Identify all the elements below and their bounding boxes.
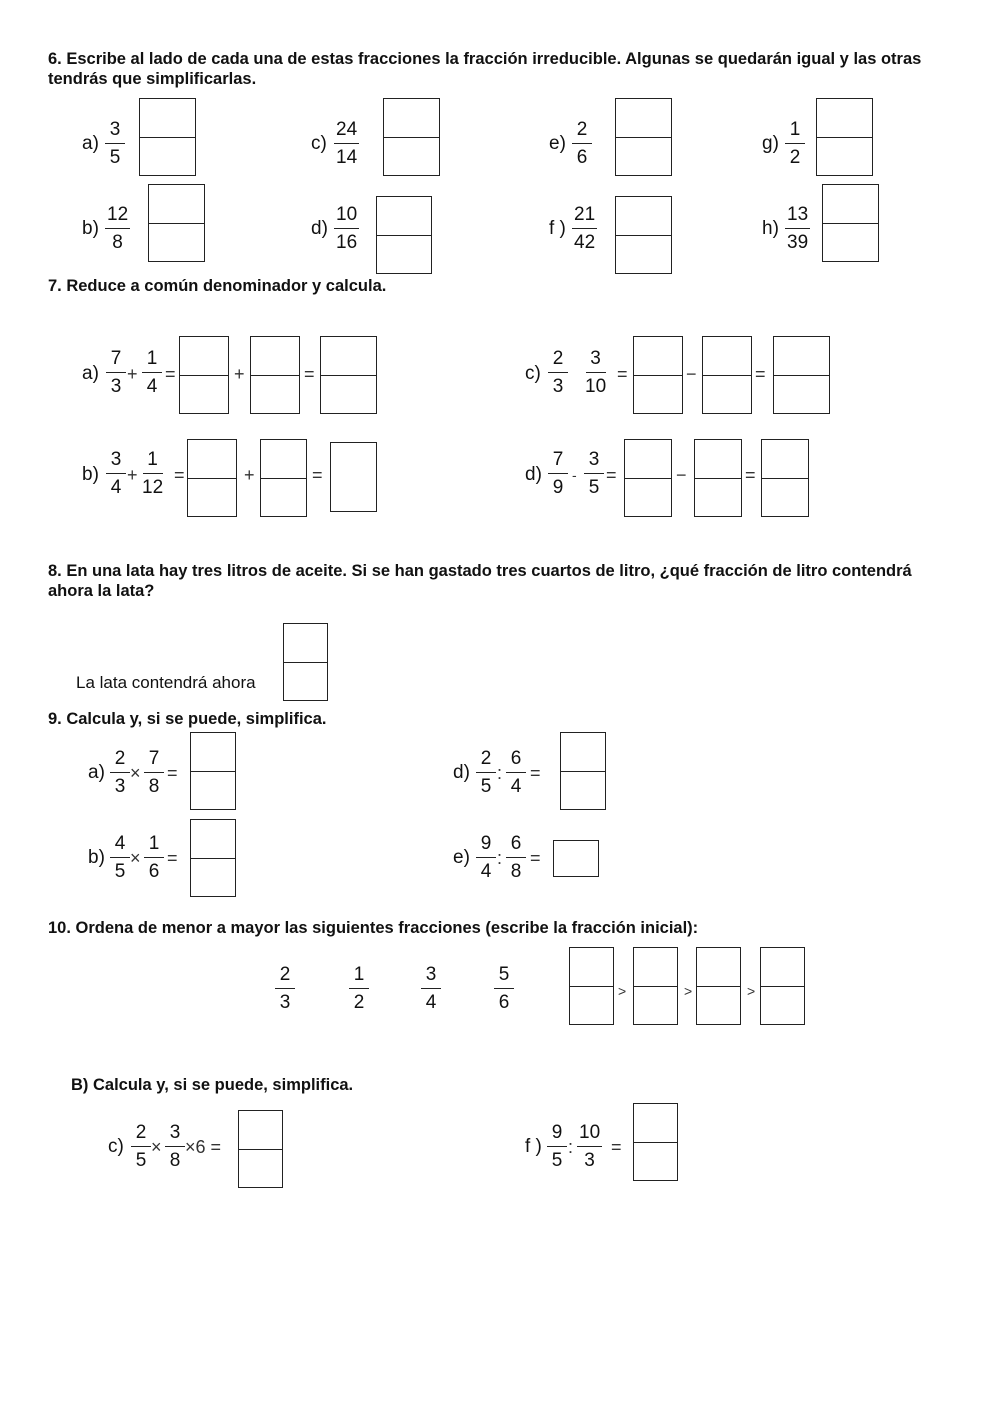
ex6-fraction-a [105, 119, 125, 169]
ex6-label-a: a) [82, 133, 99, 154]
numerator: 1 [144, 833, 164, 858]
ex7-label-c: c) [525, 363, 541, 384]
ex9-e-fraction-1 [476, 833, 496, 883]
ex9-d-equals: = [530, 763, 541, 783]
ex7-d-operator: - [572, 467, 577, 483]
ex7-d-box-3[interactable] [761, 439, 809, 517]
ex9-d-fraction-1 [476, 748, 496, 798]
ex9-d-answer-box[interactable] [560, 732, 606, 810]
denominator: 5 [551, 1150, 563, 1171]
ex7-b-box-2[interactable] [260, 439, 307, 517]
ex6-fraction-f [572, 204, 597, 254]
ex10-fraction-3 [421, 964, 441, 1014]
denominator: 3 [279, 992, 291, 1013]
denominator: 39 [787, 232, 809, 253]
exB-label-c: c) [108, 1136, 124, 1157]
denominator: 5 [135, 1150, 147, 1171]
denominator: 4 [110, 477, 122, 498]
numerator: 13 [785, 204, 810, 229]
ex9-e-fraction-2 [506, 833, 526, 883]
exB-c-operator: × [151, 1137, 162, 1157]
denominator: 8 [112, 232, 123, 253]
ex7-a-box-1[interactable] [179, 336, 229, 414]
ex7-b-operator: + [127, 465, 138, 485]
ex9-a-fraction-1 [110, 748, 130, 798]
exB-c-tail: ×6 = [185, 1137, 222, 1157]
numerator: 2 [110, 748, 130, 773]
ex7-b-fraction-2 [142, 449, 163, 499]
ex10-order-box-3[interactable] [696, 947, 741, 1025]
numerator: 4 [110, 833, 130, 858]
ex10-fraction-4 [494, 964, 514, 1014]
exercise-6-title: 6. Escribe al lado de cada una de estas fracciones la fracción irreducible. Algunas se quedarán igual y las otras tendrás que simplificarlas. [48, 50, 922, 88]
denominator: 16 [336, 232, 358, 253]
ex7-label-a: a) [82, 363, 99, 384]
ex7-a-equals: = [165, 364, 176, 384]
denominator: 10 [585, 376, 607, 397]
numerator: 2 [572, 119, 592, 144]
exercise-10-title: 10. Ordena de menor a mayor las siguientes fracciones (escribe la fracción inicial): [48, 919, 699, 937]
denominator: 6 [148, 861, 160, 882]
denominator: 4 [425, 992, 437, 1013]
ex7-b-box-1[interactable] [187, 439, 237, 517]
ex9-a-answer-box[interactable] [190, 732, 236, 810]
ex9-b-fraction-2 [144, 833, 164, 883]
ex7-a-box-2[interactable] [250, 336, 300, 414]
ex9-b-operator: × [130, 848, 141, 868]
numerator: 3 [105, 119, 125, 144]
ex7-c-equals: = [617, 364, 628, 384]
denominator: 12 [142, 477, 164, 498]
ex7-c-fraction-1 [548, 348, 568, 398]
ex10-greater-symbol-3: > [747, 983, 756, 999]
numerator: 2 [548, 348, 568, 373]
ex9-b-equals: = [167, 848, 178, 868]
denominator: 5 [109, 147, 121, 168]
numerator: 2 [131, 1122, 151, 1147]
ex6-answer-box-a[interactable] [139, 98, 196, 176]
denominator: 8 [169, 1150, 181, 1171]
ex7-a-fraction-2 [142, 348, 162, 398]
ex6-answer-box-d[interactable] [376, 196, 432, 274]
ex6-label-d: d) [311, 218, 328, 239]
denominator: 4 [480, 861, 492, 882]
denominator: 3 [110, 376, 122, 397]
denominator: 6 [576, 147, 588, 168]
numerator: 2 [275, 964, 295, 989]
numerator: 1 [349, 964, 369, 989]
exB-f-fraction-1 [547, 1122, 567, 1172]
ex10-order-box-2[interactable] [633, 947, 678, 1025]
ex6-label-c: c) [311, 133, 327, 154]
ex7-c-box-3[interactable] [773, 336, 830, 414]
numerator: 1 [785, 119, 805, 144]
ex10-fraction-2 [349, 964, 369, 1014]
ex7-b-equals: = [174, 465, 185, 485]
ex7-d-fraction-1 [548, 449, 568, 499]
exercise-7-title: 7. Reduce a común denominador y calcula. [48, 277, 387, 295]
ex6-fraction-g [785, 119, 805, 169]
ex7-c-fraction-2 [585, 348, 606, 398]
ex7-c-mid-operator: − [686, 364, 697, 384]
exB-f-operator: : [568, 1137, 574, 1157]
denominator: 3 [584, 1150, 595, 1171]
denominator: 5 [114, 861, 126, 882]
exB-f-answer-box[interactable] [633, 1103, 678, 1181]
ex9-a-operator: × [130, 763, 141, 783]
ex6-label-b: b) [82, 218, 99, 239]
ex6-label-f: f ) [549, 218, 566, 239]
numerator: 7 [106, 348, 126, 373]
exB-f-fraction-2 [577, 1122, 602, 1172]
denominator: 2 [353, 992, 365, 1013]
numerator: 3 [586, 348, 606, 373]
ex10-order-box-1[interactable] [569, 947, 614, 1025]
denominator: 5 [480, 776, 492, 797]
exB-c-answer-box[interactable] [238, 1110, 283, 1188]
numerator: 9 [547, 1122, 567, 1147]
numerator: 24 [334, 119, 359, 144]
ex9-label-a: a) [88, 762, 105, 783]
ex9-label-d: d) [453, 762, 470, 783]
ex9-b-answer-box[interactable] [190, 819, 236, 897]
ex6-label-g: g) [762, 133, 779, 154]
ex6-answer-box-e[interactable] [615, 98, 672, 176]
ex7-a-operator: + [127, 364, 138, 384]
numerator: 3 [584, 449, 604, 474]
exercise-9-title: 9. Calcula y, si se puede, simplifica. [48, 710, 327, 728]
ex7-a-fraction-1 [106, 348, 126, 398]
numerator: 3 [421, 964, 441, 989]
exB-c-fraction-2 [165, 1122, 185, 1172]
ex6-label-h: h) [762, 218, 779, 239]
numerator: 10 [577, 1122, 602, 1147]
denominator: 6 [498, 992, 510, 1013]
ex7-c-box-2[interactable] [702, 336, 752, 414]
denominator: 2 [789, 147, 801, 168]
ex9-label-e: e) [453, 847, 470, 868]
ex7-b-fraction-1 [106, 449, 126, 499]
ex6-fraction-d [334, 204, 359, 254]
ex7-d-equals: = [606, 465, 617, 485]
numerator: 7 [548, 449, 568, 474]
exB-f-equals: = [611, 1137, 622, 1157]
exB-label-f: f ) [525, 1136, 542, 1157]
denominator: 3 [552, 376, 564, 397]
ex6-label-e: e) [549, 133, 566, 154]
numerator: 9 [476, 833, 496, 858]
ex7-b-equals-2: = [312, 465, 323, 485]
numerator: 3 [106, 449, 126, 474]
ex9-e-operator: : [497, 848, 503, 868]
ex6-answer-box-c[interactable] [383, 98, 440, 176]
numerator: 10 [334, 204, 359, 229]
numerator: 12 [105, 204, 130, 229]
exercise-8-title: 8. En una lata hay tres litros de aceite. Si se han gastado tres cuartos de litro, ¿qué fracción de litro contendrá ahora la lata? [48, 562, 912, 600]
ex10-greater-symbol-1: > [618, 983, 627, 999]
denominator: 5 [588, 477, 600, 498]
ex9-d-operator: : [497, 763, 503, 783]
denominator: 42 [574, 232, 596, 253]
numerator: 21 [572, 204, 597, 229]
ex7-a-mid-operator: + [234, 364, 245, 384]
denominator: 14 [336, 147, 358, 168]
numerator: 6 [506, 748, 526, 773]
ex9-e-answer-box[interactable] [553, 840, 599, 877]
denominator: 8 [148, 776, 160, 797]
ex7-d-box-1[interactable] [624, 439, 672, 517]
ex7-c-box-1[interactable] [633, 336, 683, 414]
ex9-b-fraction-1 [110, 833, 130, 883]
numerator: 5 [494, 964, 514, 989]
numerator: 3 [165, 1122, 185, 1147]
ex6-answer-box-g[interactable] [816, 98, 873, 176]
numerator: 2 [476, 748, 496, 773]
ex9-e-equals: = [530, 848, 541, 868]
ex6-fraction-h [785, 204, 810, 254]
ex6-fraction-e [572, 119, 592, 169]
section-b-title: B) Calcula y, si se puede, simplifica. [71, 1076, 354, 1094]
ex9-d-fraction-2 [506, 748, 526, 798]
numerator: 1 [142, 348, 162, 373]
ex7-d-equals-2: = [745, 465, 756, 485]
exB-c-fraction-1 [131, 1122, 151, 1172]
denominator: 4 [510, 776, 522, 797]
numerator: 6 [506, 833, 526, 858]
denominator: 3 [114, 776, 126, 797]
ex7-c-equals-2: = [755, 364, 766, 384]
ex7-b-mid-operator: + [244, 465, 255, 485]
ex7-d-box-2[interactable] [694, 439, 742, 517]
ex10-order-box-4[interactable] [760, 947, 805, 1025]
denominator: 8 [510, 861, 522, 882]
ex7-d-mid-operator: − [676, 465, 687, 485]
ex6-fraction-b [105, 204, 130, 254]
numerator: 1 [143, 449, 163, 474]
ex10-fraction-1 [275, 964, 295, 1014]
ex6-answer-box-b[interactable] [148, 184, 205, 262]
denominator: 4 [146, 376, 158, 397]
ex7-a-box-3[interactable] [320, 336, 377, 414]
numerator: 7 [144, 748, 164, 773]
ex7-b-box-3[interactable] [330, 442, 377, 512]
ex7-label-d: d) [525, 464, 542, 485]
ex9-a-fraction-2 [144, 748, 164, 798]
denominator: 9 [552, 477, 564, 498]
ex6-answer-box-f[interactable] [615, 196, 672, 274]
ex7-label-b: b) [82, 464, 99, 485]
ex9-a-equals: = [167, 763, 178, 783]
ex9-label-b: b) [88, 847, 105, 868]
ex7-a-equals-2: = [304, 364, 315, 384]
ex6-fraction-c [334, 119, 359, 169]
ex8-answer-text: La lata contendrá ahora [76, 673, 256, 692]
ex7-d-fraction-2 [584, 449, 604, 499]
ex10-greater-symbol-2: > [684, 983, 693, 999]
ex6-answer-box-h[interactable] [822, 184, 879, 262]
ex8-answer-box[interactable] [283, 623, 328, 701]
